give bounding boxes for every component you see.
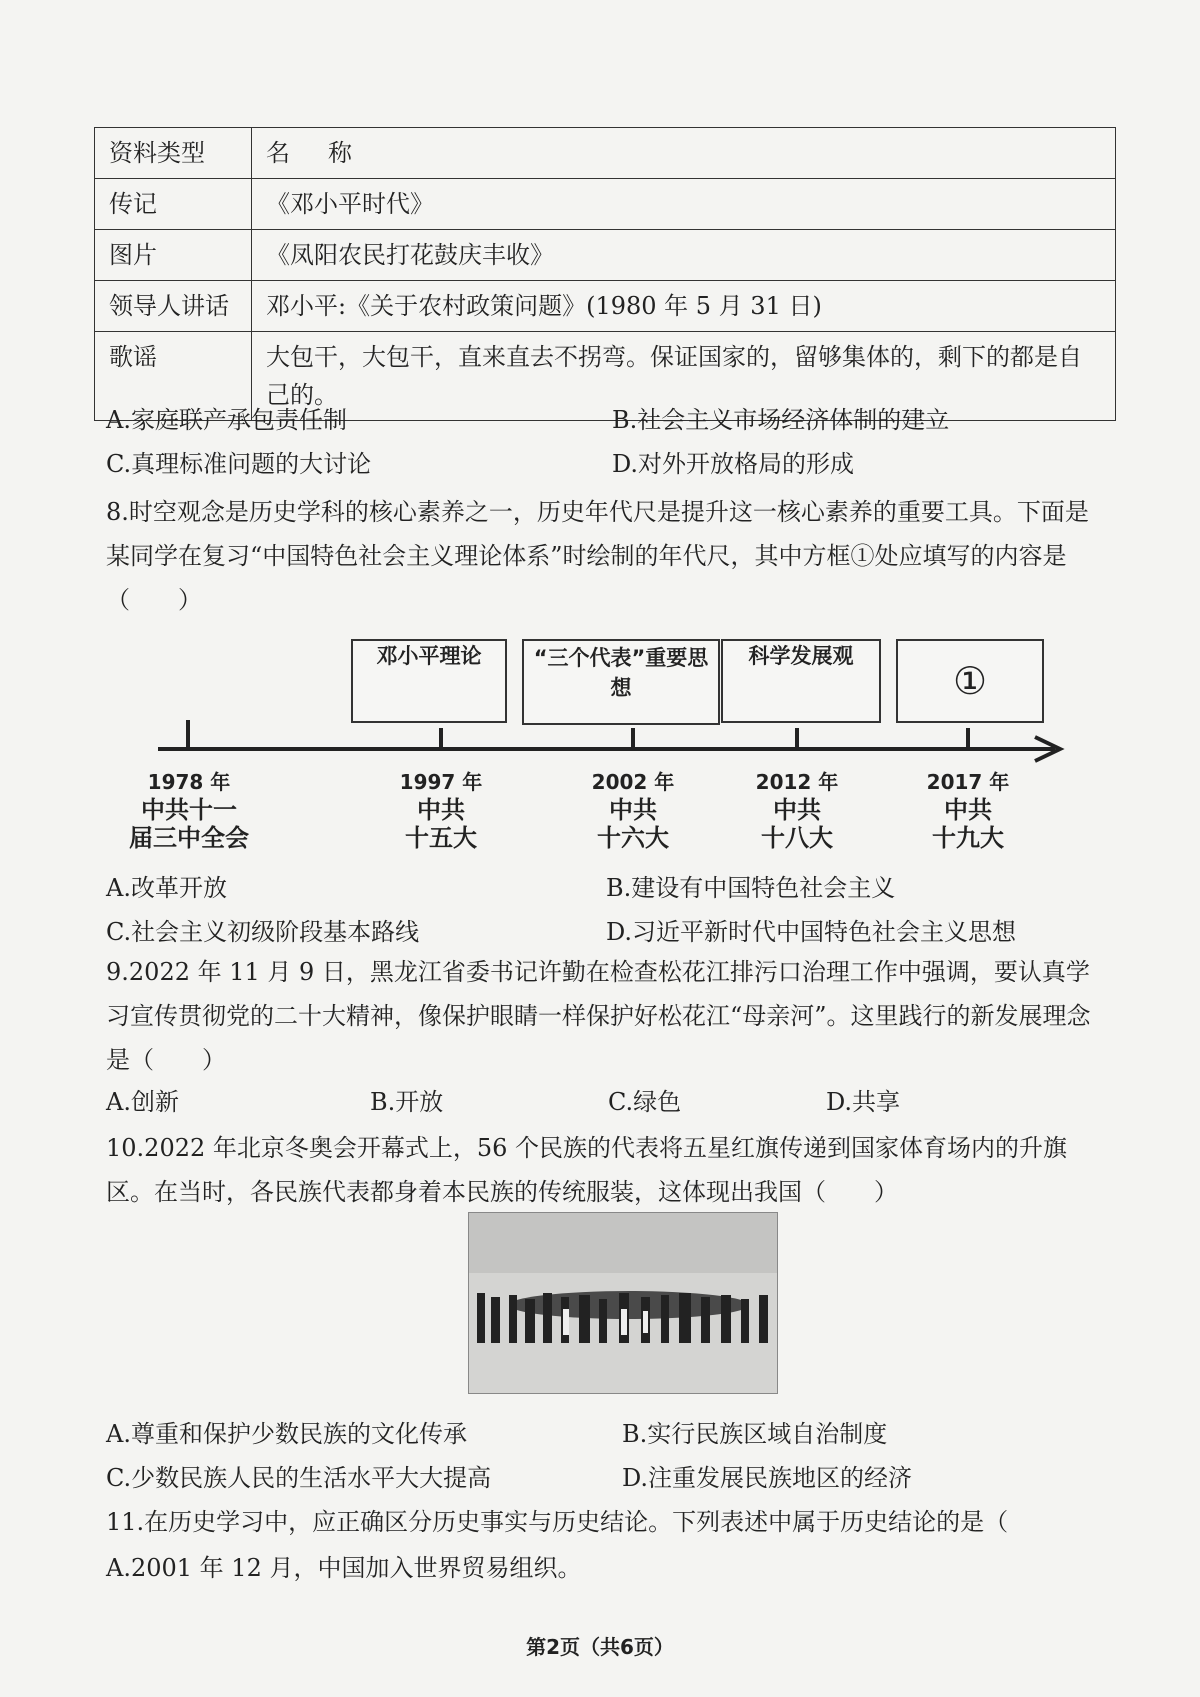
table-cell-type: 图片 — [95, 230, 252, 281]
event-line2: 十八大 — [761, 824, 833, 852]
q9-option-d[interactable]: D.共享 — [826, 1088, 901, 1116]
table-row — [95, 281, 1116, 332]
q9-stem: 9.2022 年 11 月 9 日，黑龙江省委书记许勤在检查松花江排污口治理工作中强调，要认真学习宣传贯彻党的二十大精神，像保护眼睛一样保护好松花江“母亲河”。这里践行的新发展理念是（ ） — [106, 958, 1091, 1074]
timeline-box-label: ① — [952, 659, 988, 703]
event-line2: 届三中全会 — [129, 824, 249, 852]
timeline-event-1978 — [114, 768, 264, 852]
q9-option-b[interactable]: B.开放 — [370, 1088, 444, 1116]
table-cell-type: 传记 — [95, 179, 252, 230]
timeline-event-2002 — [558, 768, 708, 852]
table-cell-name: 大包干，大包干，直来直去不拐弯。保证国家的，留够集体的，剩下的都是自己的。 — [252, 332, 1116, 421]
timeline-box-label: 邓小平理论 — [376, 644, 482, 668]
q7-option-b[interactable]: B.社会主义市场经济体制的建立 — [612, 406, 950, 434]
table-cell-type: 歌谣 — [95, 332, 252, 421]
flag-ceremony-photo — [468, 1212, 778, 1394]
q10-option-a[interactable]: A.尊重和保护少数民族的文化传承 — [106, 1420, 467, 1448]
q9-option-a[interactable]: A.创新 — [106, 1088, 179, 1116]
q7-option-c[interactable]: C.真理标准问题的大讨论 — [106, 450, 372, 478]
event-line1: 中共 — [944, 796, 992, 824]
event-line2: 十五大 — [405, 824, 477, 852]
table-cell-type: 领导人讲话 — [95, 281, 252, 332]
timeline-box-blank — [896, 639, 1044, 723]
q7-option-a[interactable]: A.家庭联产承包责任制 — [106, 406, 347, 434]
q8-option-c[interactable]: C.社会主义初级阶段基本路线 — [106, 918, 420, 946]
q7-option-d[interactable]: D.对外开放格局的形成 — [612, 450, 855, 478]
timeline-event-2017 — [893, 768, 1043, 852]
event-year: 2017 年 — [926, 770, 1010, 794]
timeline-box-deng-theory — [351, 639, 507, 723]
q11-stem: 11.在历史学习中，应正确区分历史事实与历史结论。下列表述中属于历史结论的是（ — [106, 1508, 1009, 1536]
q9-option-c[interactable]: C.绿色 — [608, 1088, 682, 1116]
table-header-row — [95, 128, 1116, 179]
q8-stem: 8.时空观念是历史学科的核心素养之一，历史年代尺是提升这一核心素养的重要工具。下面是某同学在复习“中国特色社会主义理论体系”时绘制的年代尺，其中方框①处应填写的内容是（ ） — [106, 498, 1089, 614]
q8-option-d[interactable]: D.习近平新时代中国特色社会主义思想 — [606, 918, 1017, 946]
materials-table — [94, 127, 1116, 421]
event-year: 2002 年 — [591, 770, 675, 794]
event-line1: 中共 — [417, 796, 465, 824]
table-row — [95, 179, 1116, 230]
q10-option-c[interactable]: C.少数民族人民的生活水平大大提高 — [106, 1464, 492, 1492]
table-header-type: 资料类型 — [95, 128, 252, 179]
q8-option-a[interactable]: A.改革开放 — [106, 874, 227, 902]
q10-option-d[interactable]: D.注重发展民族地区的经济 — [622, 1464, 913, 1492]
q10-option-b[interactable]: B.实行民族区域自治制度 — [622, 1420, 888, 1448]
event-line1: 中共十一 — [141, 796, 237, 824]
event-line2: 十六大 — [597, 824, 669, 852]
timeline-box-three-represents — [522, 639, 720, 725]
timeline-box-label: “三个代表”重要思想 — [533, 646, 709, 700]
timeline-box-scientific-outlook — [721, 639, 881, 723]
event-year: 1978 年 — [147, 770, 231, 794]
table-cell-name: 《凤阳农民打花鼓庆丰收》 — [252, 230, 1116, 281]
timeline-box-label: 科学发展观 — [748, 644, 854, 668]
timeline-event-1997 — [366, 768, 516, 852]
event-line1: 中共 — [609, 796, 657, 824]
page-footer: 第2页（共6页） — [526, 1635, 674, 1659]
timeline — [129, 632, 1070, 862]
q8-option-b[interactable]: B.建设有中国特色社会主义 — [606, 874, 896, 902]
flag-ceremony-illustration — [469, 1213, 777, 1393]
q10-stem: 10.2022 年北京冬奥会开幕式上，56 个民族的代表将五星红旗传递到国家体育场内的升旗区。在当时，各民族代表都身着本民族的传统服装，这体现出我国（ ） — [106, 1134, 1068, 1206]
table-row — [95, 230, 1116, 281]
event-line1: 中共 — [773, 796, 821, 824]
table-cell-name: 邓小平:《关于农村政策问题》(1980 年 5 月 31 日) — [252, 281, 1116, 332]
event-year: 1997 年 — [399, 770, 483, 794]
event-line2: 十九大 — [932, 824, 1004, 852]
table-cell-name: 《邓小平时代》 — [252, 179, 1116, 230]
q11-option-a[interactable]: A.2001 年 12 月，中国加入世界贸易组织。 — [106, 1554, 582, 1582]
event-year: 2012 年 — [755, 770, 839, 794]
timeline-event-2012 — [722, 768, 872, 852]
table-header-name: 名称 — [252, 128, 1116, 179]
